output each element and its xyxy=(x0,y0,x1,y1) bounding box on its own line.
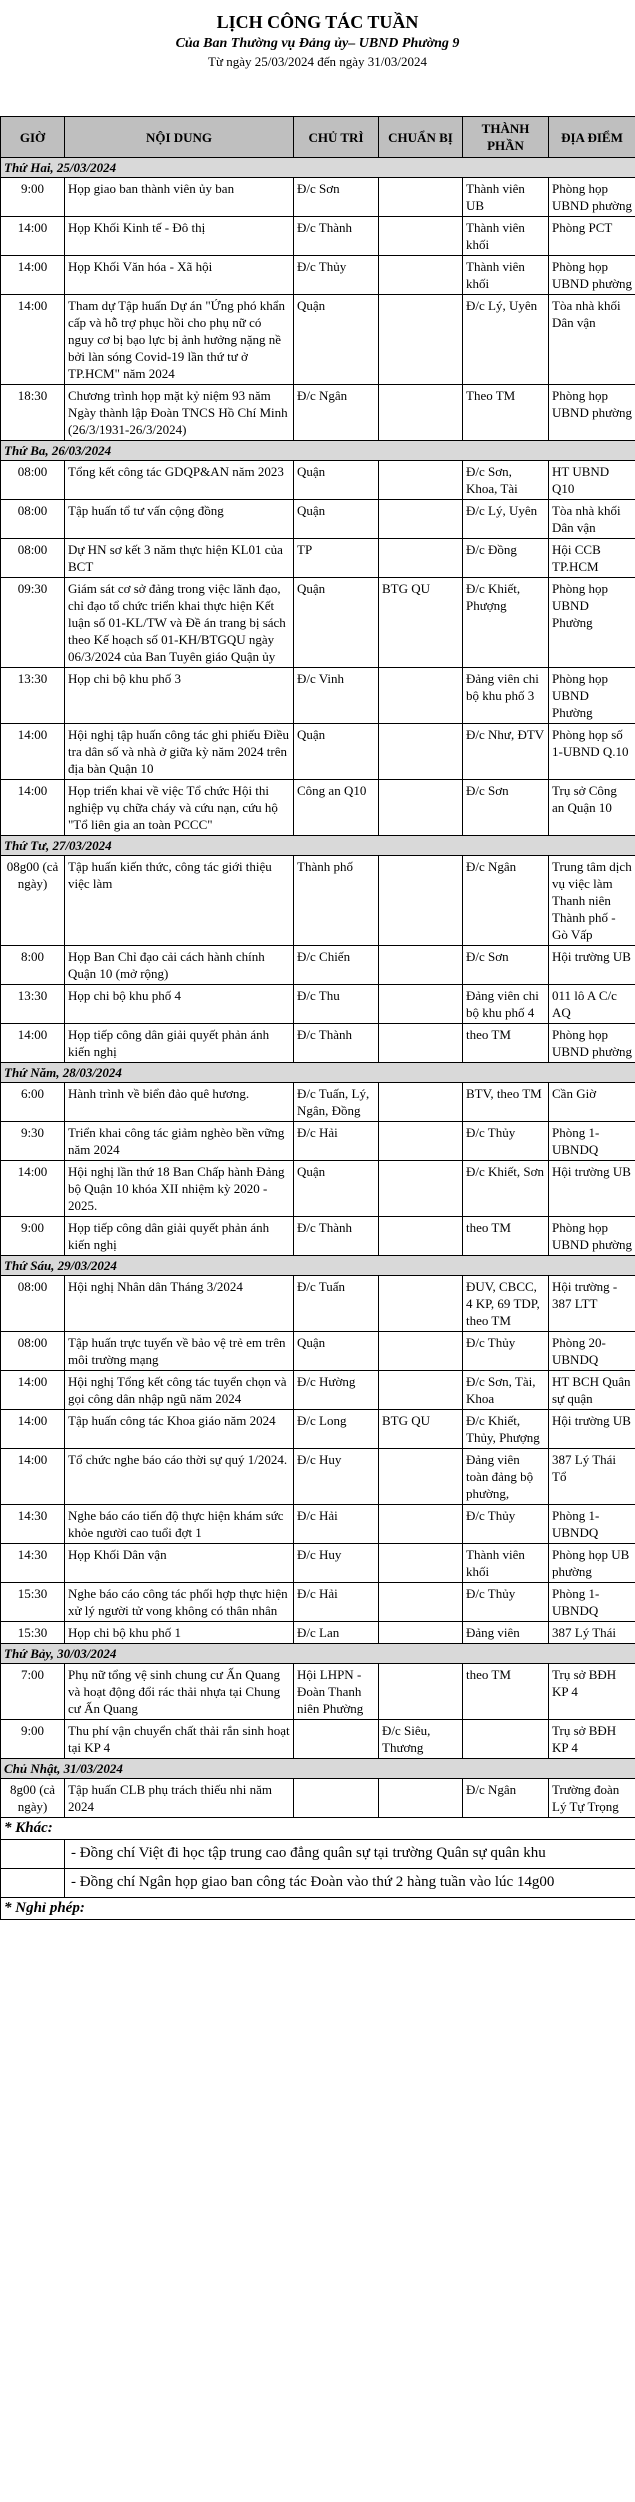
event-content: Hành trình về biển đảo quê hương. xyxy=(65,1083,294,1122)
event-prep xyxy=(379,1161,463,1217)
event-time: 9:30 xyxy=(1,1122,65,1161)
event-prep xyxy=(379,1217,463,1256)
event-time: 14:00 xyxy=(1,295,65,385)
event-time: 13:30 xyxy=(1,668,65,724)
event-prep xyxy=(379,1083,463,1122)
column-header-time: GIỜ xyxy=(1,117,65,158)
other-note-row xyxy=(1,1840,635,1869)
event-time: 8g00 (cả ngày) xyxy=(1,1779,65,1818)
table-row xyxy=(1,256,635,295)
event-prep: BTG QU xyxy=(379,578,463,668)
event-place: 387 Lý Thái Tổ xyxy=(549,1449,635,1505)
event-chair: Quận xyxy=(294,295,379,385)
event-time: 8:00 xyxy=(1,946,65,985)
event-members: Đảng viên toàn đảng bộ phường, xyxy=(463,1449,549,1505)
event-members: Đ/c Sơn xyxy=(463,946,549,985)
event-chair: Đ/c Thành xyxy=(294,1024,379,1063)
event-members: Đ/c Ngân xyxy=(463,856,549,946)
event-prep xyxy=(379,1332,463,1371)
date-range: Từ ngày 25/03/2024 đến ngày 31/03/2024 xyxy=(208,54,427,69)
event-time: 6:00 xyxy=(1,1083,65,1122)
event-content: Hội nghị Nhân dân Tháng 3/2024 xyxy=(65,1276,294,1332)
notes-section xyxy=(1,1818,635,1920)
table-row xyxy=(1,1544,635,1583)
event-content: Giám sát cơ sở đảng trong việc lãnh đạo, chỉ đạo tổ chức triển khai thực hiện Kết luận số 01-KL/TW và Đề án trang bị sách theo Kế hoạch số 01-KH/BTGQU ngày 06/3/2024 của Ban Tuyên giáo Quận ủy xyxy=(65,578,294,668)
day-header-row xyxy=(1,1644,635,1664)
event-time: 18:30 xyxy=(1,385,65,441)
table-row xyxy=(1,856,635,946)
event-time: 14:00 xyxy=(1,1371,65,1410)
table-row xyxy=(1,1083,635,1122)
event-chair: Đ/c Chiến xyxy=(294,946,379,985)
event-prep xyxy=(379,1276,463,1332)
event-members: theo TM xyxy=(463,1024,549,1063)
table-row xyxy=(1,1332,635,1371)
day-label: Thứ Năm, 28/03/2024 xyxy=(1,1063,635,1083)
event-place: Phòng họp UB phường xyxy=(549,1544,635,1583)
event-time: 14:00 xyxy=(1,217,65,256)
leave-notes-label: * Nghỉ phép: xyxy=(1,1898,635,1920)
table-row xyxy=(1,1217,635,1256)
other-notes-label-row xyxy=(1,1818,635,1840)
day-label: Thứ Bảy, 30/03/2024 xyxy=(1,1644,635,1664)
event-members: Đ/c Khiết, Thủy, Phượng xyxy=(463,1410,549,1449)
event-chair: Đ/c Lan xyxy=(294,1622,379,1644)
event-time: 09:30 xyxy=(1,578,65,668)
event-place: 011 lô A C/c AQ xyxy=(549,985,635,1024)
event-place: Hội trường UB xyxy=(549,946,635,985)
event-content: Tham dự Tập huấn Dự án "Ứng phó khẩn cấp và hỗ trợ phục hồi cho phụ nữ có nguy cơ bị bạo lực bị ảnh hưởng nặng nề bởi làn sóng Covid-19 lần thứ tư ở TP.HCM" năm 2024 xyxy=(65,295,294,385)
event-members: Đ/c Ngân xyxy=(463,1779,549,1818)
event-time: 08:00 xyxy=(1,461,65,500)
event-time: 14:00 xyxy=(1,1161,65,1217)
event-chair: Đ/c Tuấn, Lý, Ngân, Đồng xyxy=(294,1083,379,1122)
event-prep xyxy=(379,946,463,985)
day-label: Thứ Sáu, 29/03/2024 xyxy=(1,1256,635,1276)
event-place: Phòng họp UBND phường xyxy=(549,1024,635,1063)
event-content: Tập huấn tổ tư vấn cộng đồng xyxy=(65,500,294,539)
event-place: Trụ sở BĐH KP 4 xyxy=(549,1664,635,1720)
schedule-body xyxy=(1,158,635,1818)
event-members: Đ/c Lý, Uyên xyxy=(463,295,549,385)
event-time: 14:00 xyxy=(1,724,65,780)
event-time: 08:00 xyxy=(1,500,65,539)
event-content: Họp tiếp công dân giải quyết phản ánh kiến nghị xyxy=(65,1217,294,1256)
event-members xyxy=(463,1720,549,1759)
event-chair: Công an Q10 xyxy=(294,780,379,836)
event-content: Họp chi bộ khu phố 1 xyxy=(65,1622,294,1644)
document-header xyxy=(0,10,635,71)
event-content: Họp Ban Chỉ đạo cải cách hành chính Quận 10 (mở rộng) xyxy=(65,946,294,985)
table-row xyxy=(1,985,635,1024)
event-prep xyxy=(379,1122,463,1161)
event-time: 14:30 xyxy=(1,1544,65,1583)
event-prep xyxy=(379,461,463,500)
event-time: 14:30 xyxy=(1,1505,65,1544)
day-header-row xyxy=(1,158,635,178)
event-chair: Đ/c Thu xyxy=(294,985,379,1024)
table-row xyxy=(1,1371,635,1410)
event-time: 08:00 xyxy=(1,539,65,578)
event-prep xyxy=(379,178,463,217)
event-prep xyxy=(379,985,463,1024)
event-content: Họp Khối Kinh tế - Đô thị xyxy=(65,217,294,256)
event-chair: Thành phố xyxy=(294,856,379,946)
event-content: Chương trình họp mặt kỷ niệm 93 năm Ngày thành lập Đoàn TNCS Hồ Chí Minh (26/3/1931-26/3/2024) xyxy=(65,385,294,441)
event-place: Tòa nhà khối Dân vận xyxy=(549,295,635,385)
event-prep xyxy=(379,1024,463,1063)
table-row xyxy=(1,578,635,668)
event-content: Triển khai công tác giảm nghèo bền vững năm 2024 xyxy=(65,1122,294,1161)
other-note: - Đồng chí Việt đi học tập trung cao đẳng quân sự tại trường Quân sự quân khu xyxy=(65,1840,635,1869)
event-time: 14:00 xyxy=(1,1449,65,1505)
event-place: Cần Giờ xyxy=(549,1083,635,1122)
event-time: 08g00 (cả ngày) xyxy=(1,856,65,946)
event-prep xyxy=(379,295,463,385)
event-place: 387 Lý Thái xyxy=(549,1622,635,1644)
event-chair: TP xyxy=(294,539,379,578)
schedule-table xyxy=(0,116,635,1920)
event-members: Đ/c Khiết, Phượng xyxy=(463,578,549,668)
event-time: 08:00 xyxy=(1,1332,65,1371)
event-members: ĐUV, CBCC, 4 KP, 69 TDP, theo TM xyxy=(463,1276,549,1332)
event-prep xyxy=(379,256,463,295)
event-time: 13:30 xyxy=(1,985,65,1024)
document-title: LỊCH CÔNG TÁC TUẦN xyxy=(216,12,419,32)
event-time: 14:00 xyxy=(1,1024,65,1063)
event-place: Phòng họp UBND Phường xyxy=(549,668,635,724)
event-place: Tòa nhà khối Dân vận xyxy=(549,500,635,539)
event-members: Đ/c Thủy xyxy=(463,1122,549,1161)
other-note-row xyxy=(1,1869,635,1898)
note-spacer xyxy=(1,1869,65,1898)
event-chair: Hội LHPN - Đoàn Thanh niên Phường xyxy=(294,1664,379,1720)
event-time: 08:00 xyxy=(1,1276,65,1332)
event-chair: Đ/c Sơn xyxy=(294,178,379,217)
table-row xyxy=(1,500,635,539)
event-chair: Đ/c Long xyxy=(294,1410,379,1449)
day-header-row xyxy=(1,441,635,461)
event-content: Họp Khối Dân vận xyxy=(65,1544,294,1583)
table-row xyxy=(1,1583,635,1622)
event-time: 9:00 xyxy=(1,1217,65,1256)
event-content: Phụ nữ tổng vệ sinh chung cư Ấn Quang và hoạt động đổi rác thải nhựa tại Chung cư Ấn Quang xyxy=(65,1664,294,1720)
table-row xyxy=(1,1664,635,1720)
event-members: Đ/c Như, ĐTV xyxy=(463,724,549,780)
table-row xyxy=(1,1276,635,1332)
table-header-row xyxy=(1,117,635,158)
column-header-prep: CHUẨN BỊ xyxy=(379,117,463,158)
event-members: Thành viên khối xyxy=(463,217,549,256)
event-content: Hội nghị lần thứ 18 Ban Chấp hành Đảng bộ Quận 10 khóa XII nhiệm kỳ 2020 - 2025. xyxy=(65,1161,294,1217)
event-place: Phòng họp UBND Phường xyxy=(549,578,635,668)
event-prep xyxy=(379,500,463,539)
table-row xyxy=(1,539,635,578)
event-place: Trung tâm dịch vụ việc làm Thanh niên Thành phố - Gò Vấp xyxy=(549,856,635,946)
table-row xyxy=(1,1779,635,1818)
event-place: HT BCH Quân sự quận xyxy=(549,1371,635,1410)
day-label: Thứ Ba, 26/03/2024 xyxy=(1,441,635,461)
event-place: Phòng 1-UBNDQ xyxy=(549,1583,635,1622)
event-chair: Đ/c Thủy xyxy=(294,256,379,295)
event-chair: Đ/c Thành xyxy=(294,1217,379,1256)
event-content: Tập huấn trực tuyến về bảo vệ trẻ em trên môi trường mạng xyxy=(65,1332,294,1371)
event-prep xyxy=(379,1371,463,1410)
event-prep xyxy=(379,1449,463,1505)
event-content: Tổ chức nghe báo cáo thời sự quý 1/2024. xyxy=(65,1449,294,1505)
event-members: Đ/c Thủy xyxy=(463,1505,549,1544)
event-chair: Đ/c Hường xyxy=(294,1371,379,1410)
event-members: Theo TM xyxy=(463,385,549,441)
event-prep: BTG QU xyxy=(379,1410,463,1449)
event-place: Phòng 1-UBNDQ xyxy=(549,1122,635,1161)
event-prep xyxy=(379,668,463,724)
event-chair: Quận xyxy=(294,578,379,668)
event-place: Trụ sở BĐH KP 4 xyxy=(549,1720,635,1759)
event-time: 14:00 xyxy=(1,780,65,836)
event-members: Đảng viên xyxy=(463,1622,549,1644)
event-members: Đ/c Lý, Uyên xyxy=(463,500,549,539)
day-header-row xyxy=(1,836,635,856)
table-row xyxy=(1,1505,635,1544)
event-members: Thành viên khối xyxy=(463,1544,549,1583)
event-prep xyxy=(379,1583,463,1622)
event-prep xyxy=(379,1544,463,1583)
event-chair: Đ/c Tuấn xyxy=(294,1276,379,1332)
event-prep xyxy=(379,1664,463,1720)
table-row xyxy=(1,295,635,385)
day-header-row xyxy=(1,1759,635,1779)
event-content: Họp Khối Văn hóa - Xã hội xyxy=(65,256,294,295)
event-content: Tập huấn CLB phụ trách thiếu nhi năm 2024 xyxy=(65,1779,294,1818)
event-time: 9:00 xyxy=(1,178,65,217)
event-place: Hội trường UB xyxy=(549,1410,635,1449)
event-time: 9:00 xyxy=(1,1720,65,1759)
table-row xyxy=(1,1622,635,1644)
event-members: Đ/c Thủy xyxy=(463,1332,549,1371)
event-chair: Quận xyxy=(294,461,379,500)
table-row xyxy=(1,461,635,500)
event-place: Hội trường UB xyxy=(549,1161,635,1217)
event-members: Đ/c Sơn, Khoa, Tài xyxy=(463,461,549,500)
table-row xyxy=(1,1122,635,1161)
column-header-place: ĐỊA ĐIỂM xyxy=(549,117,635,158)
event-prep xyxy=(379,1622,463,1644)
event-content: Nghe báo cáo tiến độ thực hiện khám sức khỏe người cao tuổi đợt 1 xyxy=(65,1505,294,1544)
table-row xyxy=(1,217,635,256)
event-content: Họp giao ban thành viên ủy ban xyxy=(65,178,294,217)
table-row xyxy=(1,1449,635,1505)
event-content: Tổng kết công tác GDQP&AN năm 2023 xyxy=(65,461,294,500)
other-note: - Đồng chí Ngân họp giao ban công tác Đoàn vào thứ 2 hàng tuần vào lúc 14g00 xyxy=(65,1869,635,1898)
event-members: BTV, theo TM xyxy=(463,1083,549,1122)
event-content: Tập huấn kiến thức, công tác giới thiệu việc làm xyxy=(65,856,294,946)
table-row xyxy=(1,668,635,724)
event-members: Đ/c Sơn xyxy=(463,780,549,836)
column-header-chair: CHỦ TRÌ xyxy=(294,117,379,158)
event-members: Đảng viên chi bộ khu phố 3 xyxy=(463,668,549,724)
event-members: theo TM xyxy=(463,1664,549,1720)
event-time: 15:30 xyxy=(1,1583,65,1622)
event-members: Đ/c Đồng xyxy=(463,539,549,578)
event-prep: Đ/c Siêu, Thương xyxy=(379,1720,463,1759)
event-prep xyxy=(379,856,463,946)
event-place: Phòng PCT xyxy=(549,217,635,256)
table-row xyxy=(1,946,635,985)
event-chair: Quận xyxy=(294,500,379,539)
event-place: Phòng 1-UBNDQ xyxy=(549,1505,635,1544)
event-members: Thành viên khối xyxy=(463,256,549,295)
event-place: Phòng họp UBND phường xyxy=(549,178,635,217)
other-notes-label: * Khác: xyxy=(1,1818,635,1840)
event-place: Trụ sở Công an Quận 10 xyxy=(549,780,635,836)
table-row xyxy=(1,1720,635,1759)
event-chair: Đ/c Vinh xyxy=(294,668,379,724)
event-chair: Đ/c Hải xyxy=(294,1583,379,1622)
event-chair: Đ/c Hải xyxy=(294,1122,379,1161)
event-time: 7:00 xyxy=(1,1664,65,1720)
event-chair: Đ/c Thành xyxy=(294,217,379,256)
event-chair: Đ/c Huy xyxy=(294,1449,379,1505)
event-place: Phòng họp UBND phường xyxy=(549,385,635,441)
event-content: Tập huấn công tác Khoa giáo năm 2024 xyxy=(65,1410,294,1449)
note-spacer xyxy=(1,1840,65,1869)
table-row xyxy=(1,385,635,441)
table-row xyxy=(1,1410,635,1449)
event-members: theo TM xyxy=(463,1217,549,1256)
event-content: Họp tiếp công dân giải quyết phản ánh kiến nghị xyxy=(65,1024,294,1063)
event-content: Họp chi bộ khu phố 3 xyxy=(65,668,294,724)
event-place: HT UBND Q10 xyxy=(549,461,635,500)
event-members: Đảng viên chi bộ khu phố 4 xyxy=(463,985,549,1024)
day-label: Chủ Nhật, 31/03/2024 xyxy=(1,1759,635,1779)
event-chair: Quận xyxy=(294,1332,379,1371)
event-prep xyxy=(379,724,463,780)
table-row xyxy=(1,1161,635,1217)
event-content: Họp triển khai về việc Tổ chức Hội thi nghiệp vụ chữa cháy và cứu nạn, cứu hộ "Tổ liên gia an toàn PCCC" xyxy=(65,780,294,836)
column-header-members: THÀNH PHẦN xyxy=(463,117,549,158)
event-chair xyxy=(294,1720,379,1759)
event-prep xyxy=(379,1505,463,1544)
event-chair: Đ/c Huy xyxy=(294,1544,379,1583)
event-chair: Đ/c Ngân xyxy=(294,385,379,441)
document-subtitle: Của Ban Thường vụ Đảng ủy– UBND Phường 9 xyxy=(175,36,460,51)
event-members: Thành viên UB xyxy=(463,178,549,217)
leave-notes-label-row xyxy=(1,1898,635,1920)
event-place: Hội CCB TP.HCM xyxy=(549,539,635,578)
event-prep xyxy=(379,385,463,441)
event-members: Đ/c Thủy xyxy=(463,1583,549,1622)
event-content: Thu phí vận chuyển chất thải rắn sinh hoạt tại KP 4 xyxy=(65,1720,294,1759)
event-content: Hội nghị tập huấn công tác ghi phiếu Điều tra dân số và nhà ở giữa kỳ năm 2024 trên địa bàn Quận 10 xyxy=(65,724,294,780)
event-place: Phòng 20-UBNDQ xyxy=(549,1332,635,1371)
table-row xyxy=(1,780,635,836)
event-members: Đ/c Khiết, Sơn xyxy=(463,1161,549,1217)
event-chair: Quận xyxy=(294,1161,379,1217)
event-prep xyxy=(379,1779,463,1818)
event-place: Hội trường - 387 LTT xyxy=(549,1276,635,1332)
event-prep xyxy=(379,539,463,578)
event-time: 15:30 xyxy=(1,1622,65,1644)
event-content: Hội nghị Tổng kết công tác tuyển chọn và gọi công dân nhập ngũ năm 2024 xyxy=(65,1371,294,1410)
day-header-row xyxy=(1,1063,635,1083)
day-label: Thứ Hai, 25/03/2024 xyxy=(1,158,635,178)
event-place: Phòng họp UBND phường xyxy=(549,256,635,295)
day-label: Thứ Tư, 27/03/2024 xyxy=(1,836,635,856)
event-content: Họp chi bộ khu phố 4 xyxy=(65,985,294,1024)
event-chair: Quận xyxy=(294,724,379,780)
event-members: Đ/c Sơn, Tài, Khoa xyxy=(463,1371,549,1410)
event-time: 14:00 xyxy=(1,1410,65,1449)
event-chair xyxy=(294,1779,379,1818)
event-place: Trường đoàn Lý Tự Trọng xyxy=(549,1779,635,1818)
column-header-content: NỘI DUNG xyxy=(65,117,294,158)
event-content: Dự HN sơ kết 3 năm thực hiện KL01 của BCT xyxy=(65,539,294,578)
event-time: 14:00 xyxy=(1,256,65,295)
table-row xyxy=(1,1024,635,1063)
table-row xyxy=(1,724,635,780)
event-place: Phòng họp số 1-UBND Q.10 xyxy=(549,724,635,780)
day-header-row xyxy=(1,1256,635,1276)
event-place: Phòng họp UBND phường xyxy=(549,1217,635,1256)
table-row xyxy=(1,178,635,217)
event-content: Nghe báo cáo công tác phối hợp thực hiện xử lý người tử vong không có thân nhân xyxy=(65,1583,294,1622)
event-chair: Đ/c Hải xyxy=(294,1505,379,1544)
event-prep xyxy=(379,217,463,256)
event-prep xyxy=(379,780,463,836)
